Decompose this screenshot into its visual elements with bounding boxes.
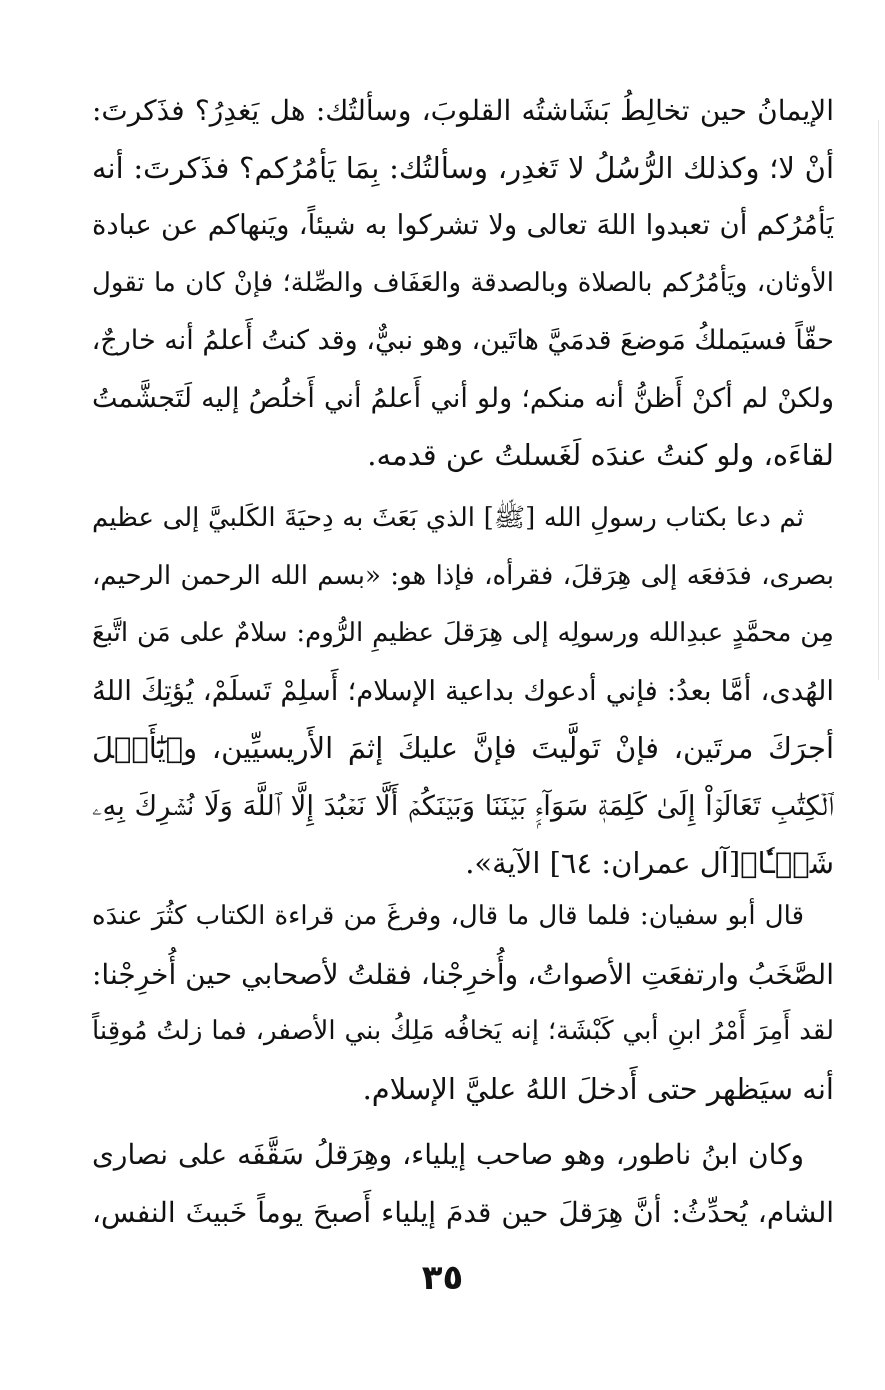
text-line: ولكنْ لم أكنْ أَظنُّ أنه منكم؛ ولو أني أَعلمُ أني أَخلُصُ إليه لَتَجشَّمتُ xyxy=(92,382,834,414)
text-line: الصَّخَبُ وارتفعَتِ الأصواتُ، وأُخرِجْنا، فقلتُ لأصحابي حين أُخرِجْنا: xyxy=(92,957,834,991)
text-line: حقّاً فسيَملكُ مَوضعَ قدمَيَّ هاتَين، وهو نبيٌّ، وقد كنتُ أَعلمُ أنه خارجٌ، xyxy=(92,325,834,356)
paragraph-3 xyxy=(92,888,834,1118)
text-line: قال أبو سفيان: فلما قال ما قال، وفرغَ من قراءة الكتاب كثُرَ عندَه xyxy=(92,901,804,931)
text-line: أنه سيَظهر حتى أَدخلَ اللهُ عليَّ الإسلام. xyxy=(362,1071,834,1106)
text-line: لقاءَه، ولو كنتُ عندَه لَغَسلتُ عن قدمه. xyxy=(367,438,834,472)
text-line: يَأمُرُكم أن تعبدوا اللهَ تعالى ولا تشركوا به شيئاً، ويَنهاكم عن عبادة xyxy=(92,209,834,241)
paragraph-4 xyxy=(92,1126,834,1241)
text-line: مِن محمَّدٍ عبدِالله ورسولِه إلى هِرَقلَ عظيمِ الرُّوم: سلامٌ على مَن اتَّبعَ xyxy=(92,618,834,648)
paragraph-1 xyxy=(92,82,834,485)
text-line: لقد أَمِرَ أَمْرُ ابنِ أبي كَبْشَة؛ إنه يَخافُه مَلِكُ بني الأصفر، فما زلتُ مُوقِناً xyxy=(92,1016,834,1046)
text-line: الشام، يُحدِّثُ: أنَّ هِرَقلَ حين قدمَ إيلياء أَصبحَ يوماً خَبيثَ النفس، xyxy=(92,1195,834,1229)
text-line: شَيۡـٔٗا﴾[آل عمران: ٦٤] الآية». xyxy=(465,846,834,880)
page-edge-shadow xyxy=(878,120,879,680)
quran-verse-line: ٱلۡكِتَٰبِ تَعَالَوۡاْ إِلَىٰ كَلِمَةٖ سَوَآءِۭ بَيۡنَنَا وَبَيۡنَكُمۡ أَلَّا نَعۡبُدَ إِلَّا ٱللَّهَ وَلَا نُشۡرِكَ بِهِۦ xyxy=(92,789,834,822)
text-line: أنْ لا؛ وكذلك الرُّسُلُ لا تَغدِر، وسألتُك: بِمَا يَأمُرُكم؟ فذَكرتَ: أنه xyxy=(92,150,834,185)
text-line: الهُدى، أمَّا بعدُ: فإني أدعوك بداعية الإسلام؛ أَسلِمْ تَسلَمْ، يُؤتِكَ اللهُ xyxy=(92,674,834,707)
page-number: ٣٥ xyxy=(421,1258,464,1298)
text-line: ثم دعا بكتاب رسولِ الله [ﷺ] الذي بَعَثَ به دِحيَةَ الكَلبيَّ إلى عظيم xyxy=(92,503,804,533)
text-line: الأوثان، ويَأمُرُكم بالصلاة وبالصدقة والعَفَاف والصِّلة؛ فإنْ كان ما تقول xyxy=(92,267,834,298)
paragraph-2 xyxy=(92,490,834,893)
text-line: أجرَكَ مرتَين، فإنْ تَولَّيتَ فإنَّ عليكَ إثمَ الأَريسيِّين، و﴿يَٰٓأَهۡلَ xyxy=(92,731,834,765)
text-line: الإيمانُ حين تخالِطُ بَشَاشتُه القلوبَ، وسألتُك: هل يَغدِرُ؟ فذَكرتَ: xyxy=(92,94,834,127)
text-line: وكان ابنُ ناطور، وهو صاحب إيلياء، وهِرَقلُ سَقَّفَه على نصارى xyxy=(92,1138,804,1171)
text-line: بصرى، فدَفعَه إلى هِرَقلَ، فقرأه، فإذا هو: «بسم الله الرحمن الرحيم، xyxy=(92,560,834,591)
